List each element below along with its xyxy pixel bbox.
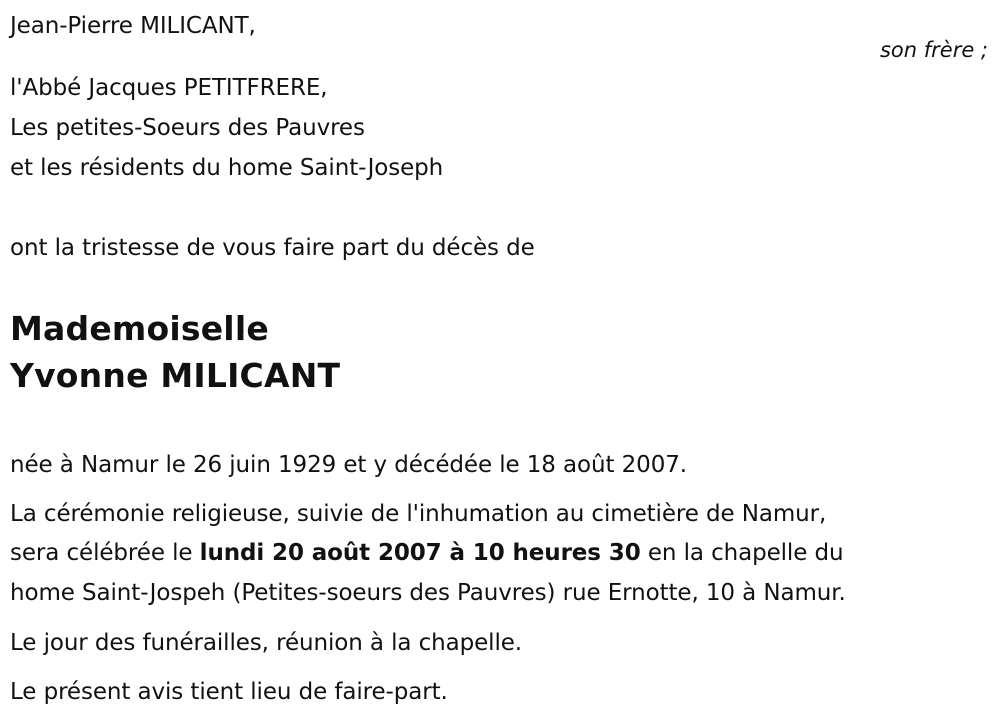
announcement-text: ont la tristesse de vous faire part du décès de xyxy=(10,235,535,261)
gathering-text: Le jour des funérailles, réunion à la chapelle. xyxy=(10,630,523,656)
deceased-name: Yvonne MILICANT xyxy=(10,356,341,395)
signatory-line: et les résidents du home Saint-Joseph xyxy=(10,155,444,181)
ceremony-date: lundi 20 août 2007 à 10 heures 30 xyxy=(199,540,641,566)
deceased-title: Mademoiselle xyxy=(10,309,269,348)
ceremony-text: en la chapelle du xyxy=(640,540,844,566)
sibling-relation: son frère ; xyxy=(879,38,988,62)
ceremony-text: sera célébrée le xyxy=(10,540,200,566)
ceremony-line: home Saint-Jospeh (Petites-soeurs des Pauvres) rue Ernotte, 10 à Namur. xyxy=(10,580,846,606)
ceremony-line xyxy=(10,539,843,567)
notice-text: Le présent avis tient lieu de faire-part. xyxy=(10,679,448,705)
signatory-line: Les petites-Soeurs des Pauvres xyxy=(10,115,365,141)
signatory-line: l'Abbé Jacques PETITFRERE, xyxy=(10,75,328,101)
birth-death-text: née à Namur le 26 juin 1929 et y décédée le 18 août 2007. xyxy=(10,452,687,478)
ceremony-line: La cérémonie religieuse, suivie de l'inhumation au cimetière de Namur, xyxy=(10,501,827,527)
sibling-name: Jean-Pierre MILICANT, xyxy=(10,13,256,39)
